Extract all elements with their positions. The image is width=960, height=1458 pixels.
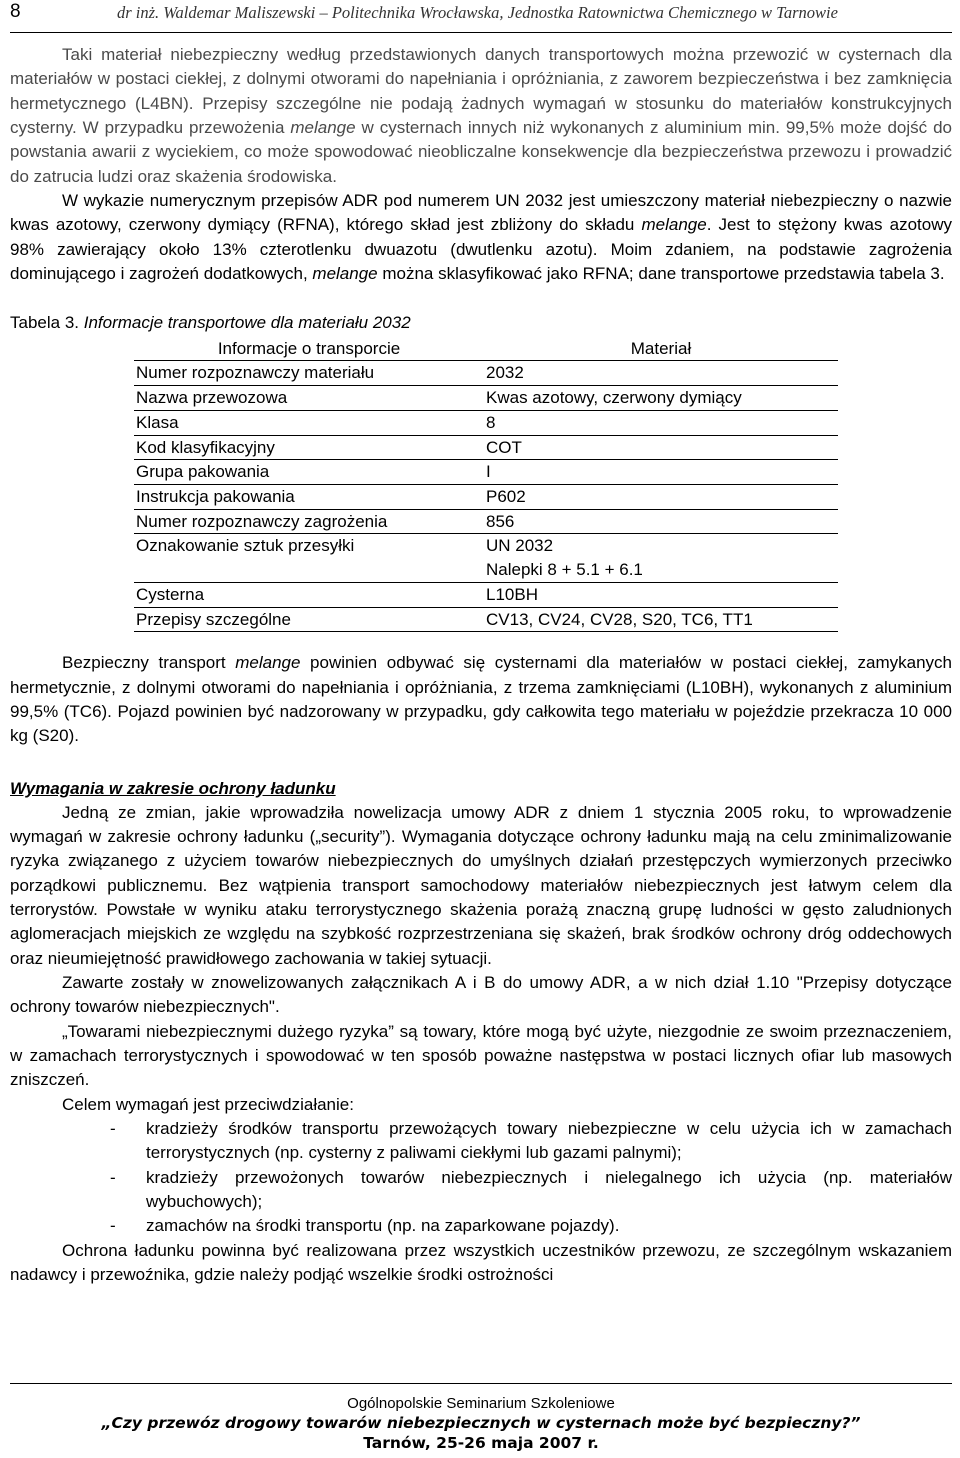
after-table-text: powinien odbywać się cysternami dla materiałów w postaci ciekłej, zamykanych hermetycznie, z dolnymi otworami do napełniania i opróżniania, z trzema zamknięciami (L10BH), wykonanych z aluminium 99,5% (TC6). Pojazd powinien być nadzorowany w przypadku, gdy całkowita tego materiału w pojeździe przekracza 10 000 kg (S20). bbox=[10, 653, 952, 746]
intro-text: W wykazie numerycznym przepisów ADR pod numerem UN 2032 jest umieszczony materiał niebezpieczny o nazwie kwas azotowy, czerwony dymiący (RFNA), którego skład jest zbliżony do składu bbox=[10, 191, 952, 235]
table-cell-value bbox=[484, 386, 838, 411]
intro-text: Taki materiał niebezpieczny według przedstawionych danych transportowych można przewozić w cysternach dla materiałów w postaci ciekłej, z dolnymi otworami do napełniania i opróżniania, z zaworem bezpieczeństwa i bez zamknięcia hermetycznego (L4BN). Przepisy szczególne nie podają żadnych wymagań w stosunku do materiałów konstrukcyjnych cysterny. W przypadku przewożenia bbox=[10, 45, 952, 138]
table-cell-value bbox=[484, 534, 838, 582]
table-cell-value-line: P602 bbox=[486, 487, 526, 506]
table-caption-title: Informacje transportowe dla materiału 2032 bbox=[79, 313, 411, 333]
footer-place-date: Tarnów, 25-26 maja 2007 r. bbox=[363, 1434, 599, 1452]
page-content bbox=[10, 43, 952, 1287]
security-paragraph-4: Celem wymagań jest przeciwdziałanie: bbox=[62, 1094, 354, 1114]
table-row bbox=[134, 460, 838, 485]
table-cell-value bbox=[484, 410, 838, 435]
list-dash: - bbox=[110, 1167, 116, 1187]
melange-term: melange bbox=[235, 653, 301, 673]
intro-paragraph-2 bbox=[10, 189, 952, 286]
table-cell-label: Klasa bbox=[134, 410, 484, 435]
security-paragraph-3: „Towarami niebezpiecznymi dużego ryzyka” są towary, które mogą być użyte, niezgodnie ze swoim przeznaczeniem, w zamachach terrorystycznych i spowodować w ten sposób poważne następstwa w postaci licznych ofiar lub masowych zniszczeń. bbox=[10, 1021, 952, 1090]
footer-seminar: Ogólnopolskie Seminarium Szkoleniowe bbox=[347, 1395, 615, 1412]
table-cell-label: Kod klasyfikacyjny bbox=[134, 435, 484, 460]
table-cell-label: Nazwa przewozowa bbox=[134, 386, 484, 411]
table-cell-value bbox=[484, 435, 838, 460]
security-paragraph-2: Zawarte zostały w znowelizowanych załącznikach A i B do umowy ADR, a w nich dział 1.10 "Przepisy dotyczące ochrony towarów niebezpiecznych". bbox=[10, 973, 952, 1017]
table-caption-label: Tabela 3. bbox=[10, 313, 79, 333]
table-cell-value bbox=[484, 607, 838, 632]
table-cell-label: Grupa pakowania bbox=[134, 460, 484, 485]
list-item bbox=[10, 1214, 952, 1238]
security-paragraph-1: Jedną ze zmian, jakie wprowadziła nowelizacja umowy ADR z dniem 1 stycznia 2005 roku, to wprowadzenie wymagań w zakresie ochrony ładunku („security”). Wymagania dotyczące ochrony ładunku mają na celu zminimalizowanie ryzyka związanego z użyciem towarów niebezpiecznych do umyślnych działań przestępczych wymierzonych przeciwko porządkowi publicznemu. Bez wątpienia transport samochodowy materiałów niebezpiecznych jest łatwym celem dla terrorystów. Powstałe w wyniku ataku terrorystycznego skażenia porażą znaczną grupę ludności w gęsto zaludnionych aglomeracjach miejskich ze względu na szybkość rozprzestrzeniana się skażeń, brak środków ochrony dróg oddechowych oraz nieumiejętność prawidłowego zachowania w takiej sytuacji. bbox=[10, 802, 952, 968]
section-heading: Wymagania w zakresie ochrony ładunku bbox=[10, 778, 336, 798]
list-item bbox=[10, 1166, 952, 1215]
page-footer bbox=[10, 1383, 952, 1453]
table-cell-label: Numer rozpoznawczy materiału bbox=[134, 361, 484, 386]
list-item-text: zamachów na środki transportu (np. na zaparkowane pojazdy). bbox=[146, 1216, 620, 1236]
table-row bbox=[134, 582, 838, 607]
melange-term: melange bbox=[312, 264, 378, 284]
transport-info-table bbox=[134, 337, 838, 632]
table-cell-label: Oznakowanie sztuk przesyłki bbox=[134, 534, 484, 582]
table-cell-value-line: 8 bbox=[486, 412, 496, 432]
table-cell-label: Przepisy szczególne bbox=[134, 607, 484, 632]
table-cell-value bbox=[484, 361, 838, 386]
table-row bbox=[134, 410, 838, 435]
list-item bbox=[10, 1117, 952, 1166]
table-row bbox=[134, 485, 838, 510]
list-dash: - bbox=[110, 1216, 116, 1236]
table-cell-value-line: Nalepki 8 + 5.1 + 6.1 bbox=[486, 560, 643, 580]
melange-term: melange bbox=[290, 118, 356, 138]
list-item-text: kradzieży przewożonych towarów niebezpiecznych i nielegalnego ich użycia (np. materiałów wybuchowych); bbox=[146, 1167, 952, 1212]
table-header-info: Informacje o transporcie bbox=[134, 337, 484, 361]
list-dash: - bbox=[110, 1119, 116, 1139]
table-cell-value bbox=[484, 582, 838, 607]
footer-seminar-title: „Czy przewóz drogowy towarów niebezpiecznych w cysternach może być bezpieczny?” bbox=[101, 1414, 861, 1432]
objectives-list bbox=[10, 1117, 952, 1239]
table-row bbox=[134, 509, 838, 534]
running-title: dr inż. Waldemar Maliszewski – Politechnika Wrocławska, Jednostka Ratownictwa Chemicznego w Tarnowie bbox=[117, 3, 838, 22]
table-cell-value-line: L10BH bbox=[486, 584, 538, 604]
list-item-text: kradzieży środków transportu przewożących towary niebezpieczne w celu użycia ich w zamachach terrorystycznych (np. cysterny z paliwami ciekłymi lub gazami palnymi); bbox=[146, 1119, 952, 1163]
table-cell-value-line: 2032 bbox=[486, 363, 524, 383]
page-number: 8 bbox=[10, 1, 21, 22]
table-cell-label: Numer rozpoznawczy zagrożenia bbox=[134, 509, 484, 534]
table-row bbox=[134, 361, 838, 386]
table-cell-value bbox=[484, 460, 838, 485]
melange-term: melange bbox=[641, 215, 707, 235]
table-cell-value-line: 856 bbox=[486, 511, 515, 531]
table-caption bbox=[10, 311, 952, 335]
table-cell-value bbox=[484, 509, 838, 534]
table-cell-value-line: COT bbox=[486, 437, 522, 457]
table-cell-value bbox=[484, 485, 838, 510]
page-header bbox=[10, 0, 952, 33]
table-row bbox=[134, 435, 838, 460]
table-cell-value-line: UN 2032 bbox=[486, 536, 554, 556]
table-cell-value-line: CV13, CV24, CV28, S20, TC6, TT1 bbox=[486, 609, 753, 629]
table-header-row bbox=[134, 337, 838, 361]
after-table-text: Bezpieczny transport bbox=[62, 653, 236, 673]
table-cell-value-line: I bbox=[486, 462, 491, 482]
table-header-material: Materiał bbox=[484, 337, 838, 361]
table-row bbox=[134, 534, 838, 582]
intro-text: można sklasyfikować jako RFNA; dane transportowe przedstawia tabela 3. bbox=[377, 264, 945, 284]
table-cell-value-line: Kwas azotowy, czerwony dymiący bbox=[486, 388, 742, 408]
intro-text: w cysternach innych niż wykonanych z aluminium min. 99,5% może dojść do powstania awarii z wyciekiem, co może spowodować nieobliczalne konsekwencje dla bezpieczeństwa przewozu i prowadzić do zatrucia ludzi oraz skażenia środowiska. bbox=[10, 118, 952, 186]
security-paragraph-5: Ochrona ładunku powinna być realizowana przez wszystkich uczestników przewozu, ze szczególnym wskazaniem nadawcy i przewoźnika, gdzie należy podjąć wszelkie środki ostrożności bbox=[10, 1240, 952, 1285]
table-row bbox=[134, 386, 838, 411]
table-cell-label: Instrukcja pakowania bbox=[134, 485, 484, 510]
intro-text: . Jest to stężony kwas azotowy 98% zawierający około 13% czterotlenku dwuazotu (dwutlenku azotu). Moim zdaniem, na podstawie zagrożenia dominującego i zagrożeń dodatkowych, bbox=[10, 215, 952, 284]
after-table-paragraph bbox=[10, 651, 952, 748]
intro-paragraph-1 bbox=[10, 43, 952, 189]
table-row bbox=[134, 607, 838, 632]
table-cell-label: Cysterna bbox=[134, 582, 484, 607]
